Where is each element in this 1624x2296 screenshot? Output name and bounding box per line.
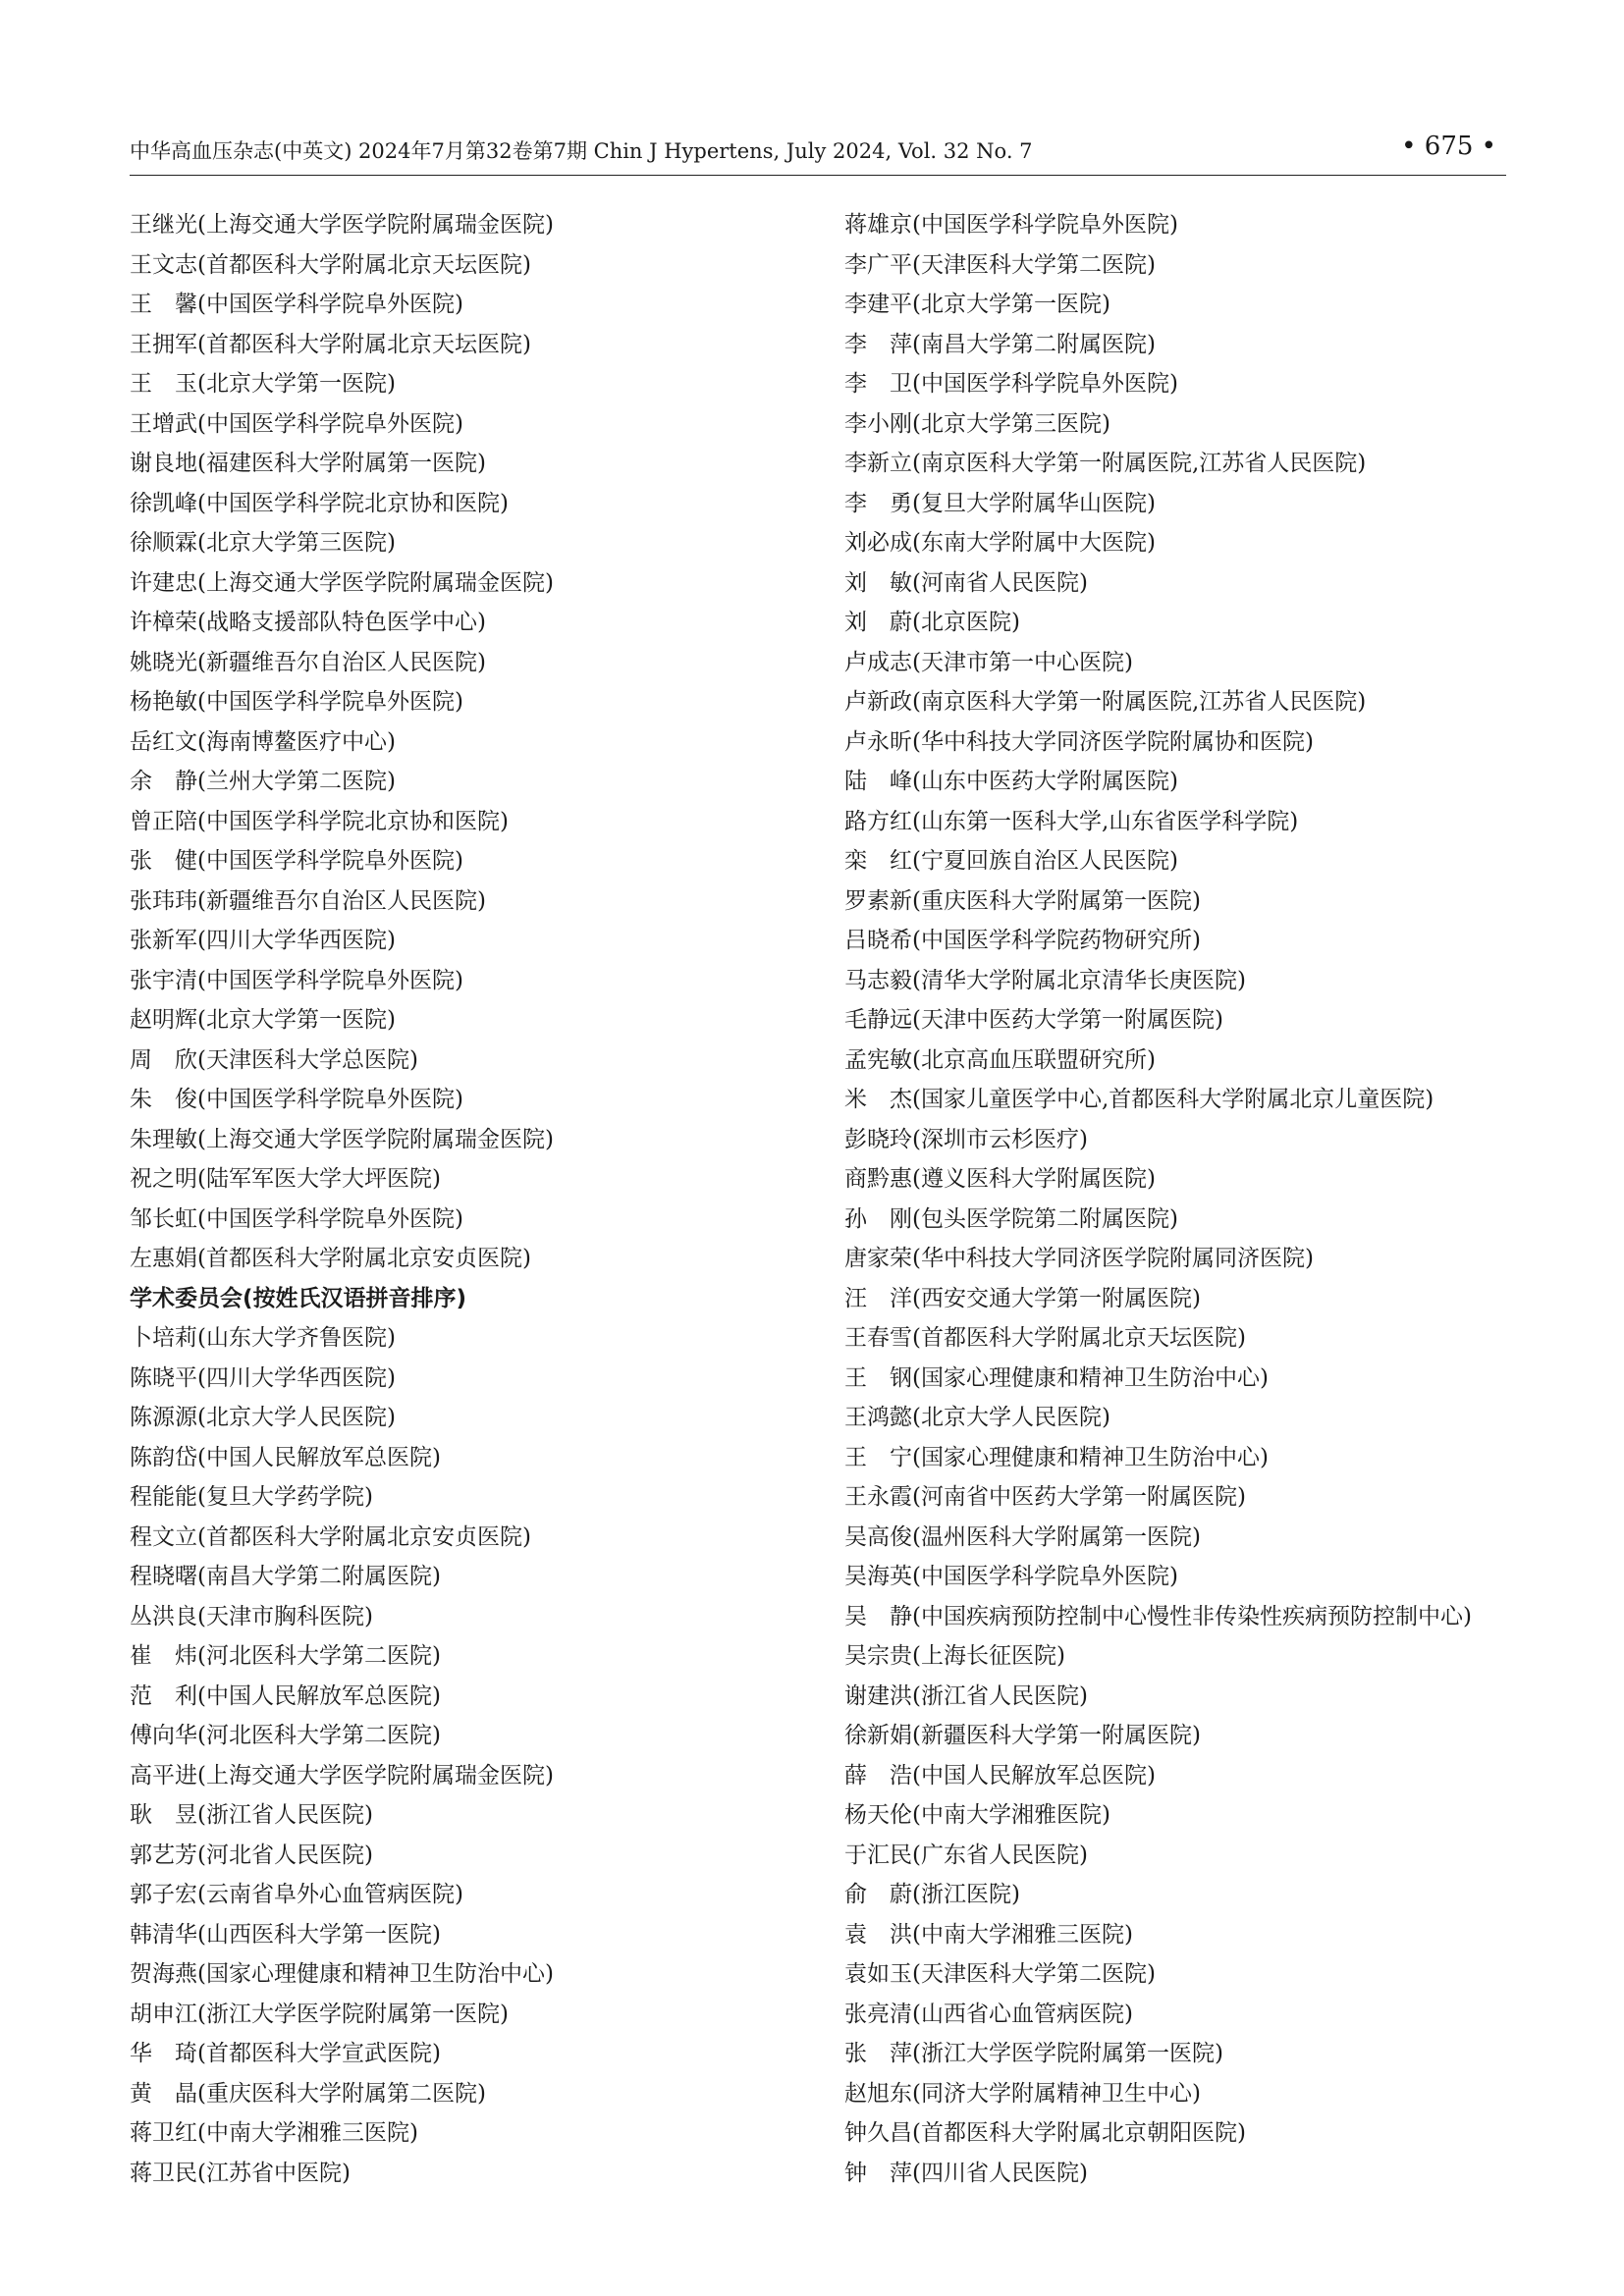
member-entry: 王继光(上海交通大学医学院附属瑞金医院) bbox=[130, 212, 554, 238]
member-entry: 徐顺霖(北京大学第三医院) bbox=[130, 530, 396, 556]
member-entry: 范 利(中国人民解放军总医院) bbox=[130, 1682, 441, 1709]
member-entry: 路方红(山东第一医科大学,山东省医学科学院) bbox=[844, 808, 1299, 834]
member-entry: 王 钢(国家心理健康和精神卫生防治中心) bbox=[844, 1364, 1269, 1391]
member-entry: 李 萍(南昌大学第二附属医院) bbox=[844, 331, 1156, 357]
section-heading: 学术委员会(按姓氏汉语拼音排序) bbox=[130, 1285, 467, 1311]
member-entry: 钟 萍(四川省人民医院) bbox=[844, 2160, 1088, 2186]
member-entry: 刘 蔚(北京医院) bbox=[844, 610, 1020, 635]
member-entry: 李新立(南京医科大学第一附属医院,江苏省人民医院) bbox=[844, 451, 1367, 476]
member-entry: 赵旭东(同济大学附属精神卫生中心) bbox=[844, 2080, 1201, 2107]
member-entry: 张 健(中国医学科学院阜外医院) bbox=[130, 848, 463, 874]
member-entry: 王文志(首都医科大学附属北京天坛医院) bbox=[130, 251, 531, 278]
member-entry: 曾正陪(中国医学科学院北京协和医院) bbox=[130, 808, 509, 834]
member-entry: 程能能(复旦大学药学院) bbox=[130, 1484, 373, 1510]
member-entry: 米 杰(国家儿童医学中心,首都医科大学附属北京儿童医院) bbox=[844, 1087, 1435, 1112]
member-entry: 蒋卫民(江苏省中医院) bbox=[130, 2160, 351, 2186]
member-entry: 彭晓玲(深圳市云杉医疗) bbox=[844, 1126, 1088, 1152]
member-entry: 左惠娟(首都医科大学附属北京安贞医院) bbox=[130, 1246, 531, 1271]
member-entry: 郭子宏(云南省阜外心血管病医院) bbox=[130, 1882, 463, 1907]
member-entry: 朱 俊(中国医学科学院阜外医院) bbox=[130, 1087, 463, 1112]
member-entry: 袁 洪(中南大学湘雅三医院) bbox=[844, 1921, 1133, 1948]
member-entry: 陆 峰(山东中医药大学附属医院) bbox=[844, 769, 1178, 794]
member-entry: 谢良地(福建医科大学附属第一医院) bbox=[130, 451, 486, 476]
member-entry: 卢永昕(华中科技大学同济医学院附属协和医院) bbox=[844, 728, 1314, 755]
member-entry: 陈韵岱(中国人民解放军总医院) bbox=[130, 1444, 441, 1470]
member-entry: 蒋卫红(中南大学湘雅三医院) bbox=[130, 2120, 418, 2146]
member-entry: 祝之明(陆军军医大学大坪医院) bbox=[130, 1166, 441, 1192]
member-entry: 李建平(北京大学第一医院) bbox=[844, 292, 1110, 317]
member-entry: 张新军(四川大学华西医院) bbox=[130, 928, 396, 953]
right-column bbox=[844, 205, 1522, 2193]
member-entry: 孟宪敏(北京高血压联盟研究所) bbox=[844, 1046, 1156, 1073]
member-entry: 李广平(天津医科大学第二医院) bbox=[844, 251, 1156, 278]
member-entry: 郭艺芳(河北省人民医院) bbox=[130, 1842, 373, 1868]
member-entry: 姚晓光(新疆维吾尔自治区人民医院) bbox=[130, 649, 486, 675]
member-entry: 许建忠(上海交通大学医学院附属瑞金医院) bbox=[130, 569, 554, 596]
member-entry: 李小刚(北京大学第三医院) bbox=[844, 410, 1110, 437]
member-entry: 谢建洪(浙江省人民医院) bbox=[844, 1682, 1088, 1709]
member-entry: 王鸿懿(北京大学人民医院) bbox=[844, 1405, 1110, 1430]
member-entry: 王 玉(北京大学第一医院) bbox=[130, 371, 396, 397]
member-entry: 傅向华(河北医科大学第二医院) bbox=[130, 1723, 441, 1748]
member-entry: 王春雪(首都医科大学附属北京天坛医院) bbox=[844, 1325, 1246, 1351]
member-entry: 吕晓希(中国医学科学院药物研究所) bbox=[844, 928, 1201, 953]
member-entry: 王增武(中国医学科学院阜外医院) bbox=[130, 410, 463, 437]
member-entry: 张 萍(浙江大学医学院附属第一医院) bbox=[844, 2041, 1223, 2066]
member-entry: 卜培莉(山东大学齐鲁医院) bbox=[130, 1325, 396, 1351]
member-entry: 吴高俊(温州医科大学附属第一医院) bbox=[844, 1523, 1201, 1550]
member-entry: 王 馨(中国医学科学院阜外医院) bbox=[130, 292, 463, 317]
member-entry: 丛洪良(天津市胸科医院) bbox=[130, 1603, 373, 1629]
member-entry: 卢成志(天津市第一中心医院) bbox=[844, 649, 1133, 675]
member-entry: 罗素新(重庆医科大学附属第一医院) bbox=[844, 887, 1201, 914]
member-entry: 商黔惠(遵义医科大学附属医院) bbox=[844, 1166, 1156, 1192]
member-entry: 张亮清(山西省心血管病医院) bbox=[844, 2001, 1133, 2027]
member-entry: 崔 炜(河北医科大学第二医院) bbox=[130, 1643, 441, 1669]
member-entry: 高平进(上海交通大学医学院附属瑞金医院) bbox=[130, 1762, 554, 1789]
member-entry: 于汇民(广东省人民医院) bbox=[844, 1842, 1088, 1868]
member-entry: 杨天伦(中南大学湘雅医院) bbox=[844, 1802, 1110, 1828]
member-entry: 张玮玮(新疆维吾尔自治区人民医院) bbox=[130, 887, 486, 914]
member-entry: 王 宁(国家心理健康和精神卫生防治中心) bbox=[844, 1444, 1269, 1470]
member-entry: 陈晓平(四川大学华西医院) bbox=[130, 1364, 396, 1391]
member-entry: 邹长虹(中国医学科学院阜外医院) bbox=[130, 1205, 463, 1232]
member-entry: 贺海燕(国家心理健康和精神卫生防治中心) bbox=[130, 1961, 554, 1987]
member-entry: 程文立(首都医科大学附属北京安贞医院) bbox=[130, 1523, 531, 1550]
member-entry: 马志毅(清华大学附属北京清华长庚医院) bbox=[844, 967, 1246, 993]
member-entry: 赵明辉(北京大学第一医院) bbox=[130, 1007, 396, 1033]
member-entry: 刘 敏(河南省人民医院) bbox=[844, 569, 1088, 596]
member-entry: 黄 晶(重庆医科大学附属第二医院) bbox=[130, 2080, 486, 2107]
member-entry: 吴 静(中国疾病预防控制中心慢性非传染性疾病预防控制中心) bbox=[844, 1603, 1472, 1629]
left-column bbox=[130, 205, 807, 2193]
member-entry: 汪 洋(西安交通大学第一附属医院) bbox=[844, 1285, 1201, 1311]
member-entry: 吴海英(中国医学科学院阜外医院) bbox=[844, 1564, 1178, 1589]
member-entry: 王永霞(河南省中医药大学第一附属医院) bbox=[844, 1484, 1246, 1510]
member-entry: 徐新娟(新疆医科大学第一附属医院) bbox=[844, 1723, 1201, 1748]
member-entry: 蒋雄京(中国医学科学院阜外医院) bbox=[844, 212, 1178, 238]
member-entry: 钟久昌(首都医科大学附属北京朝阳医院) bbox=[844, 2120, 1246, 2146]
member-entry: 薛 浩(中国人民解放军总医院) bbox=[844, 1762, 1156, 1789]
member-entry: 卢新政(南京医科大学第一附属医院,江苏省人民医院) bbox=[844, 689, 1367, 715]
member-entry: 许樟荣(战略支援部队特色医学中心) bbox=[130, 610, 486, 635]
member-entry: 朱理敏(上海交通大学医学院附属瑞金医院) bbox=[130, 1126, 554, 1152]
member-entry: 华 琦(首都医科大学宣武医院) bbox=[130, 2041, 441, 2066]
member-entry: 周 欣(天津医科大学总医院) bbox=[130, 1046, 418, 1073]
member-entry: 岳红文(海南博鳌医疗中心) bbox=[130, 728, 396, 755]
member-entry: 袁如玉(天津医科大学第二医院) bbox=[844, 1961, 1156, 1987]
member-entry: 刘必成(东南大学附属中大医院) bbox=[844, 530, 1156, 556]
page-number: • 675 • bbox=[1401, 132, 1496, 161]
member-entry: 李 卫(中国医学科学院阜外医院) bbox=[844, 371, 1178, 397]
member-entry: 耿 昱(浙江省人民医院) bbox=[130, 1802, 373, 1828]
member-entry: 栾 红(宁夏回族自治区人民医院) bbox=[844, 848, 1178, 874]
member-entry: 张宇清(中国医学科学院阜外医院) bbox=[130, 967, 463, 993]
member-entry: 杨艳敏(中国医学科学院阜外医院) bbox=[130, 689, 463, 715]
member-entry: 余 静(兰州大学第二医院) bbox=[130, 769, 396, 794]
member-entry: 程晓曙(南昌大学第二附属医院) bbox=[130, 1564, 441, 1589]
member-entry: 唐家荣(华中科技大学同济医学院附属同济医院) bbox=[844, 1246, 1314, 1271]
member-entry: 徐凯峰(中国医学科学院北京协和医院) bbox=[130, 490, 509, 516]
member-entry: 孙 刚(包头医学院第二附属医院) bbox=[844, 1205, 1178, 1232]
member-entry: 王拥军(首都医科大学附属北京天坛医院) bbox=[130, 331, 531, 357]
journal-citation: 中华高血压杂志(中英文) 2024年7月第32卷第7期 Chin J Hypertens, July 2024, Vol. 32 No. 7 bbox=[130, 139, 1033, 163]
member-entry: 毛静远(天津中医药大学第一附属医院) bbox=[844, 1007, 1223, 1033]
running-header bbox=[130, 132, 1506, 176]
member-entry: 韩清华(山西医科大学第一医院) bbox=[130, 1921, 441, 1948]
member-entry: 李 勇(复旦大学附属华山医院) bbox=[844, 490, 1156, 516]
member-entry: 俞 蔚(浙江医院) bbox=[844, 1882, 1020, 1907]
member-entry: 吴宗贵(上海长征医院) bbox=[844, 1643, 1065, 1669]
member-entry: 陈源源(北京大学人民医院) bbox=[130, 1405, 396, 1430]
member-entry: 胡申江(浙江大学医学院附属第一医院) bbox=[130, 2001, 509, 2027]
